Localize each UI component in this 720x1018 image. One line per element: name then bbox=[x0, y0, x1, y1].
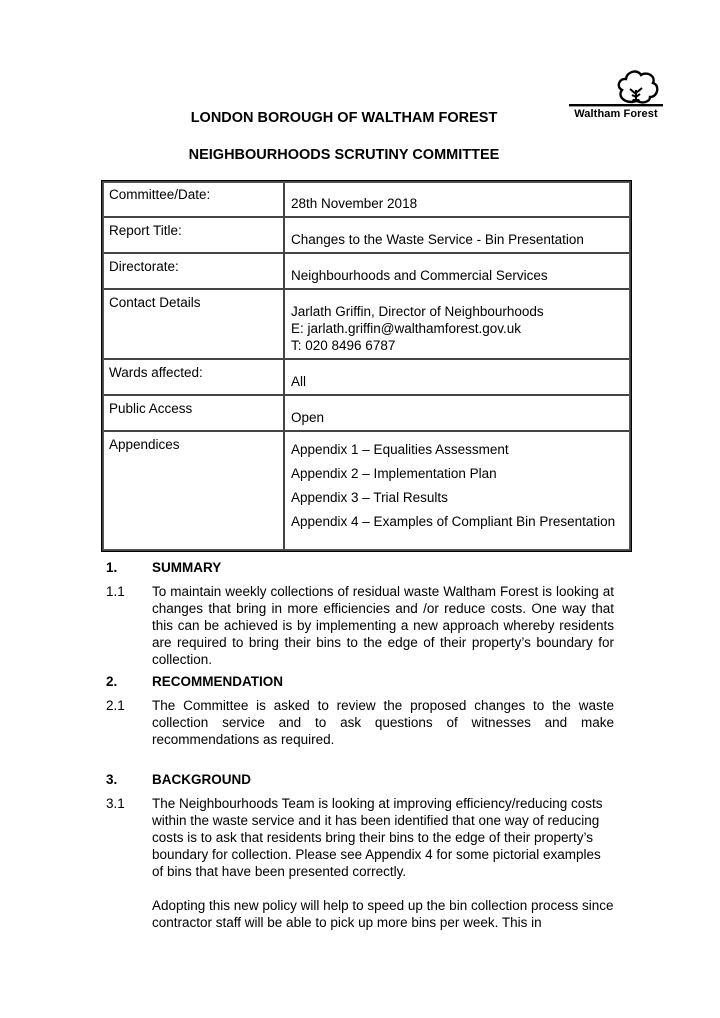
row-value bbox=[284, 217, 631, 253]
row-value-line: Neighbourhoods and Commercial Services bbox=[291, 268, 548, 283]
paragraph-1-1 bbox=[106, 583, 614, 668]
paragraph-number: 1.1 bbox=[106, 584, 125, 599]
list-item: Appendix 4 – Examples of Compliant Bin Presentation bbox=[291, 514, 616, 529]
appendices-list bbox=[284, 431, 631, 551]
table-row bbox=[102, 395, 631, 431]
paragraph-number: 3.1 bbox=[106, 796, 125, 811]
paragraph-text: To maintain weekly collections of residual waste Waltham Forest is looking at changes that bring in more efficiencies and /or reduce costs. One way that this can be achieved is by implementing a new approach whereby residents are required to bring their bins to the edge of their property’s boundary for collection. bbox=[152, 584, 614, 667]
row-value bbox=[284, 289, 631, 359]
section-title: RECOMMENDATION bbox=[152, 674, 283, 689]
contact-name: Jarlath Griffin, Director of Neighbourhoods bbox=[291, 304, 544, 319]
section-number: 1. bbox=[106, 560, 118, 575]
paragraph-text: The Neighbourhoods Team is looking at improving efficiency/reducing costs within the waste service and it has been identified that one way of reducing costs is to ask that residents bring their bins to the edge of their property’s boundary for collection. Please see Appendix 4 for some pictorial examples of bins that have been presented correctly. bbox=[152, 796, 603, 879]
row-value-line: 28th November 2018 bbox=[291, 196, 418, 211]
section-number: 3. bbox=[106, 772, 118, 787]
section-heading-summary bbox=[106, 559, 614, 576]
section-number: 2. bbox=[106, 674, 118, 689]
table-row bbox=[102, 253, 631, 289]
tree-icon bbox=[566, 66, 666, 110]
paragraph-number: 2.1 bbox=[106, 698, 125, 713]
row-value bbox=[284, 253, 631, 289]
table-row bbox=[102, 181, 631, 217]
row-value bbox=[284, 359, 631, 395]
section-title: SUMMARY bbox=[152, 560, 222, 575]
row-label: Contact Details bbox=[102, 289, 284, 359]
list-item: Appendix 2 – Implementation Plan bbox=[291, 466, 497, 481]
paragraph-text: The Committee is asked to review the proposed changes to the waste collection service and to ask questions of witnesses and make recommendations as required. bbox=[152, 698, 614, 747]
logo-wordmark: Waltham Forest bbox=[574, 108, 658, 120]
committee-name: NEIGHBOURHOODS SCRUTINY COMMITTEE bbox=[188, 147, 500, 163]
contact-email: E: jarlath.griffin@walthamforest.gov.uk bbox=[291, 321, 522, 336]
paragraph-text: Adopting this new policy will help to speed up the bin collection process since contractor staff will be able to pick up more bins per week. This in bbox=[152, 898, 614, 930]
row-label: Appendices bbox=[102, 431, 284, 551]
row-label: Committee/Date: bbox=[102, 181, 284, 217]
list-item: Appendix 1 – Equalities Assessment bbox=[291, 442, 509, 457]
report-info-table bbox=[101, 180, 632, 552]
section-title: BACKGROUND bbox=[152, 772, 251, 787]
paragraph-3-1 bbox=[106, 795, 614, 880]
table-row bbox=[102, 359, 631, 395]
row-value bbox=[284, 395, 631, 431]
row-value-line: All bbox=[291, 374, 307, 389]
org-name: LONDON BOROUGH OF WALTHAM FOREST bbox=[190, 110, 498, 126]
list-item: Appendix 3 – Trial Results bbox=[291, 490, 448, 505]
table-row bbox=[102, 217, 631, 253]
row-label: Report Title: bbox=[102, 217, 284, 253]
row-label: Wards affected: bbox=[102, 359, 284, 395]
table-row bbox=[102, 289, 631, 359]
row-label: Public Access bbox=[102, 395, 284, 431]
row-value bbox=[284, 181, 631, 217]
section-heading-background bbox=[106, 771, 614, 788]
table-row bbox=[102, 431, 631, 551]
section-heading-recommendation bbox=[106, 673, 614, 690]
row-value-line: Open bbox=[291, 410, 325, 425]
contact-phone: T: 020 8496 6787 bbox=[291, 338, 396, 353]
paragraph-2-1 bbox=[106, 697, 614, 748]
row-value-line: Changes to the Waste Service - Bin Presentation bbox=[291, 232, 584, 247]
paragraph-3-1-continued bbox=[106, 897, 614, 931]
row-label: Directorate: bbox=[102, 253, 284, 289]
